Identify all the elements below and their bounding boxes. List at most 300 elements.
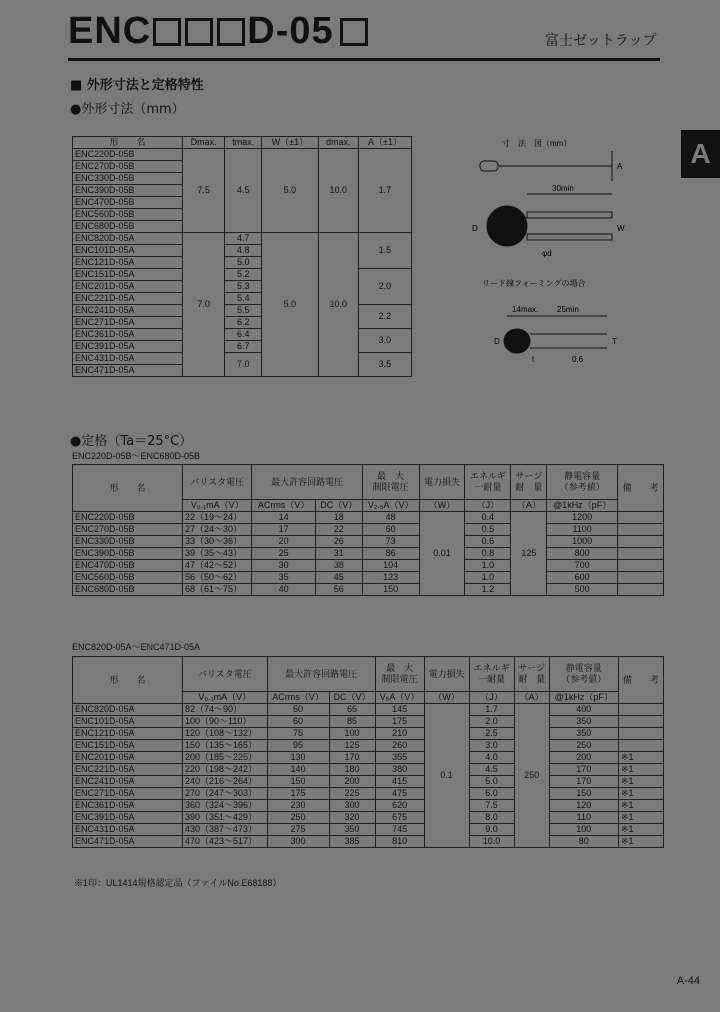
ta-h-model: 形 名 — [73, 657, 183, 704]
brand-name: 富士ゼットラップ — [545, 33, 657, 49]
capacitance-cell: 350 — [549, 716, 618, 728]
capacitance-cell: 350 — [549, 728, 618, 740]
note-cell — [618, 536, 664, 548]
dim-value-A: 2.2 — [358, 305, 411, 329]
energy-cell: 0.6 — [465, 536, 511, 548]
header-rule — [68, 58, 660, 61]
note-cell — [618, 728, 663, 740]
energy-cell: 2.0 — [469, 716, 514, 728]
energy-cell: 1.0 — [465, 560, 511, 572]
capacitance-cell: 110 — [549, 812, 618, 824]
note-cell — [618, 548, 664, 560]
energy-cell: 1.7 — [469, 704, 514, 716]
acrms-cell: 130 — [267, 752, 329, 764]
energy-cell: 5.0 — [469, 776, 514, 788]
table-row — [73, 548, 664, 560]
capacitance-cell: 200 — [549, 752, 618, 764]
title-box-2 — [185, 18, 213, 46]
ta-u-acrms: ACrms（V） — [267, 692, 329, 704]
acrms-cell: 40 — [252, 584, 315, 596]
dc-cell: 320 — [329, 812, 375, 824]
note-cell: ※1 — [618, 824, 663, 836]
model-cell: ENC201D-05A — [73, 752, 183, 764]
varistor-voltage-cell: 39（35～43） — [183, 548, 252, 560]
note-cell: ※1 — [618, 800, 663, 812]
acrms-cell: 140 — [267, 764, 329, 776]
varistor-voltage-cell: 47（42～52） — [183, 560, 252, 572]
ta-u-dc: DC（V） — [329, 692, 375, 704]
clamp-voltage-cell: 380 — [375, 764, 424, 776]
surge-cell: 125 — [511, 512, 547, 596]
model-cell: ENC470D-05B — [73, 560, 183, 572]
dim-model-cell: ENC470D-05B — [73, 197, 183, 209]
acrms-cell: 150 — [267, 776, 329, 788]
capacitance-cell: 500 — [547, 584, 618, 596]
acrms-cell: 60 — [267, 716, 329, 728]
dim-value-A: 3.0 — [358, 329, 411, 353]
dim-header-row — [73, 137, 412, 149]
tb-u-varistor: V₀.₁mA（V） — [183, 500, 252, 512]
dc-cell: 31 — [315, 548, 362, 560]
ta-u-power: （W） — [424, 692, 469, 704]
clamp-voltage-cell: 73 — [362, 536, 419, 548]
capacitance-cell: 1100 — [547, 524, 618, 536]
ratings-table-b — [72, 464, 664, 596]
clamp-voltage-cell: 415 — [375, 776, 424, 788]
model-cell: ENC220D-05B — [73, 512, 183, 524]
acrms-cell: 75 — [267, 728, 329, 740]
clamp-voltage-cell: 123 — [362, 572, 419, 584]
energy-cell: 0.5 — [465, 524, 511, 536]
table-b-caption: ENC220D-05B～ENC680D-05B — [72, 451, 201, 461]
varistor-voltage-cell: 470（423～517） — [183, 836, 268, 848]
dim-h-d: dmax. — [318, 137, 358, 149]
capacitance-cell: 1000 — [547, 536, 618, 548]
dim-value-W: 5.0 — [262, 149, 319, 233]
page-title — [68, 10, 370, 53]
ta-u-varistor: V₀.₁mA（V） — [183, 692, 268, 704]
dim-model-cell: ENC330D-05B — [73, 173, 183, 185]
capacitance-cell: 700 — [547, 560, 618, 572]
capacitance-cell: 120 — [549, 800, 618, 812]
ta-u-energy: （J） — [469, 692, 514, 704]
dc-cell: 200 — [329, 776, 375, 788]
model-cell: ENC820D-05A — [73, 704, 183, 716]
label-D-2: D — [494, 337, 500, 346]
energy-cell: 7.5 — [469, 800, 514, 812]
dim-model-cell: ENC560D-05B — [73, 209, 183, 221]
section-2-title: ●定格（Ta＝25°C） — [70, 434, 193, 449]
tb-h-note: 備 考 — [618, 465, 664, 512]
note-cell — [618, 740, 663, 752]
ta-h-power: 電力損失 — [424, 657, 469, 692]
tb-h-maxv: 最大許容回路電圧 — [252, 465, 362, 500]
ta-h-varistor: バリスタ電圧 — [183, 657, 268, 692]
dim-value-D: 7.0 — [183, 233, 225, 377]
model-cell: ENC271D-05A — [73, 788, 183, 800]
table-row — [73, 704, 664, 716]
ta-h-energy: エネルギ 一耐量 — [469, 657, 514, 692]
acrms-cell: 50 — [267, 704, 329, 716]
varistor-voltage-cell: 22（19～24） — [183, 512, 252, 524]
dim-value-A: 3.5 — [358, 353, 411, 377]
model-cell: ENC560D-05B — [73, 572, 183, 584]
dim-model-cell: ENC220D-05B — [73, 149, 183, 161]
acrms-cell: 300 — [267, 836, 329, 848]
dc-cell: 385 — [329, 836, 375, 848]
dim-row — [73, 149, 412, 161]
varistor-voltage-cell: 430（387～473） — [183, 824, 268, 836]
dim-model-cell: ENC151D-05A — [73, 269, 183, 281]
dim-model-cell: ENC361D-05A — [73, 329, 183, 341]
dim-value-A: 2.0 — [358, 269, 411, 305]
dc-cell: 125 — [329, 740, 375, 752]
acrms-cell: 230 — [267, 800, 329, 812]
dimension-drawing — [432, 136, 632, 366]
varistor-voltage-cell: 68（61～75） — [183, 584, 252, 596]
label-W: W — [617, 224, 625, 233]
dim-model-cell: ENC431D-05A — [73, 353, 183, 365]
note-cell — [618, 572, 664, 584]
varistor-voltage-cell: 220（198～242） — [183, 764, 268, 776]
acrms-cell: 175 — [267, 788, 329, 800]
clamp-voltage-cell: 475 — [375, 788, 424, 800]
lead-wire-1 — [527, 212, 612, 218]
clamp-voltage-cell: 745 — [375, 824, 424, 836]
dim-row — [73, 353, 412, 365]
note-cell — [618, 512, 664, 524]
table-row — [73, 524, 664, 536]
dim-value-t: 4.5 — [225, 149, 262, 233]
tb-u-energy: （J） — [465, 500, 511, 512]
varistor-voltage-cell: 270（247～303） — [183, 788, 268, 800]
title-box-4 — [340, 18, 368, 46]
acrms-cell: 35 — [252, 572, 315, 584]
energy-cell: 1.2 — [465, 584, 511, 596]
section-1-subtitle: ●外形寸法（mm） — [70, 102, 185, 117]
dim-value-A: 1.5 — [358, 233, 411, 269]
tb-u-clamp: V₂.₅A（V） — [362, 500, 419, 512]
label-A: A — [617, 162, 623, 171]
lead-wire-2 — [527, 234, 612, 240]
table-row — [73, 572, 664, 584]
dim-model-cell: ENC270D-05B — [73, 161, 183, 173]
surge-cell: 250 — [514, 704, 549, 848]
title-box-1 — [153, 18, 181, 46]
ta-u-clamp: V₅A（V） — [375, 692, 424, 704]
note-cell — [618, 716, 663, 728]
dim-value-t: 5.4 — [225, 293, 262, 305]
power-cell: 0.01 — [419, 512, 465, 596]
clamp-voltage-cell: 675 — [375, 812, 424, 824]
dim-value-W: 5.0 — [262, 233, 319, 377]
clamp-voltage-cell: 145 — [375, 704, 424, 716]
model-cell: ENC431D-05A — [73, 824, 183, 836]
varistor-voltage-cell: 360（324～396） — [183, 800, 268, 812]
varistor-voltage-cell: 120（108～132） — [183, 728, 268, 740]
label-14max: 14max. — [512, 305, 539, 314]
capacitance-cell: 600 — [547, 572, 618, 584]
table-a-caption: ENC820D-05A～ENC471D-05A — [72, 642, 201, 652]
clamp-voltage-cell: 86 — [362, 548, 419, 560]
energy-cell: 0.4 — [465, 512, 511, 524]
note-cell — [618, 584, 664, 596]
dc-cell: 22 — [315, 524, 362, 536]
tb-h-surge: サージ 耐 量 — [511, 465, 547, 500]
capacitance-cell: 400 — [549, 704, 618, 716]
dim-h-A: A（±1） — [358, 137, 411, 149]
acrms-cell: 17 — [252, 524, 315, 536]
dc-cell: 170 — [329, 752, 375, 764]
capacitance-cell: 1200 — [547, 512, 618, 524]
clamp-voltage-cell: 620 — [375, 800, 424, 812]
acrms-cell: 95 — [267, 740, 329, 752]
clamp-voltage-cell: 150 — [362, 584, 419, 596]
tb-u-power: （W） — [419, 500, 465, 512]
ta-u-surge: （A） — [514, 692, 549, 704]
dim-value-t: 4.8 — [225, 245, 262, 257]
energy-cell: 6.0 — [469, 788, 514, 800]
dim-model-cell: ENC271D-05A — [73, 317, 183, 329]
table-row — [73, 512, 664, 524]
tb-h-clamp: 最 大 制限電圧 — [362, 465, 419, 500]
ratings-table-a — [72, 656, 664, 848]
dim-model-cell: ENC391D-05A — [73, 341, 183, 353]
tb-h-varistor: バリスタ電圧 — [183, 465, 252, 500]
model-cell: ENC101D-05A — [73, 716, 183, 728]
varistor-voltage-cell: 150（135～165） — [183, 740, 268, 752]
varistor-voltage-cell: 33（30～36） — [183, 536, 252, 548]
varistor-voltage-cell: 56（50～62） — [183, 572, 252, 584]
dim-model-cell: ENC471D-05A — [73, 365, 183, 377]
dim-h-t: tmax. — [225, 137, 262, 149]
capacitance-cell: 170 — [549, 764, 618, 776]
dim-model-cell: ENC101D-05A — [73, 245, 183, 257]
table-row — [73, 536, 664, 548]
dc-cell: 225 — [329, 788, 375, 800]
dc-cell: 18 — [315, 512, 362, 524]
capacitance-cell: 170 — [549, 776, 618, 788]
dim-h-W: W（±1） — [262, 137, 319, 149]
clamp-voltage-cell: 260 — [375, 740, 424, 752]
varistor-voltage-cell: 27（24～30） — [183, 524, 252, 536]
energy-cell: 8.0 — [469, 812, 514, 824]
energy-cell: 4.5 — [469, 764, 514, 776]
capacitance-cell: 250 — [549, 740, 618, 752]
dc-cell: 300 — [329, 800, 375, 812]
ta-u-cap: @1kHz（pF） — [549, 692, 618, 704]
table-row — [73, 716, 664, 728]
model-cell: ENC361D-05A — [73, 800, 183, 812]
dim-h-model: 形 名 — [73, 137, 183, 149]
ta-h-maxv: 最大許容回路電圧 — [267, 657, 375, 692]
clamp-voltage-cell: 210 — [375, 728, 424, 740]
tb-u-cap: @1kHz（pF） — [547, 500, 618, 512]
dim-model-cell: ENC241D-05A — [73, 305, 183, 317]
dc-cell: 100 — [329, 728, 375, 740]
table-row — [73, 764, 664, 776]
tb-u-surge: （A） — [511, 500, 547, 512]
dc-cell: 38 — [315, 560, 362, 572]
dim-value-D: 7.5 — [183, 149, 225, 233]
capacitance-cell: 150 — [549, 788, 618, 800]
title-prefix: ENC — [68, 10, 152, 52]
label-06: 0.6 — [572, 355, 584, 364]
dc-cell: 180 — [329, 764, 375, 776]
dim-row — [73, 329, 412, 341]
clamp-voltage-cell: 355 — [375, 752, 424, 764]
dim-value-t: 4.7 — [225, 233, 262, 245]
dim-value-A: 1.7 — [358, 149, 411, 233]
table-row — [73, 740, 664, 752]
model-cell: ENC121D-05A — [73, 728, 183, 740]
clamp-voltage-cell: 104 — [362, 560, 419, 572]
acrms-cell: 20 — [252, 536, 315, 548]
table-row — [73, 584, 664, 596]
label-D: D — [472, 224, 478, 233]
table-row — [73, 800, 664, 812]
capacitance-cell: 100 — [549, 824, 618, 836]
ta-h-clamp: 最 大 制限電圧 — [375, 657, 424, 692]
title-suffix: D-05 — [247, 10, 334, 52]
dim-model-cell: ENC121D-05A — [73, 257, 183, 269]
table-row — [73, 812, 664, 824]
model-cell: ENC390D-05B — [73, 548, 183, 560]
section-1-title: ■ 外形寸法と定格特性 — [70, 78, 204, 93]
power-cell: 0.1 — [424, 704, 469, 848]
dim-row — [73, 233, 412, 245]
model-cell: ENC270D-05B — [73, 524, 183, 536]
note-cell: ※1 — [618, 812, 663, 824]
dim-value-d: 10.0 — [318, 149, 358, 233]
tb-h-power: 電力損失 — [419, 465, 465, 500]
energy-cell: 4.0 — [469, 752, 514, 764]
dim-row — [73, 269, 412, 281]
ta-h-note: 備 考 — [618, 657, 663, 704]
note-cell: ※1 — [618, 776, 663, 788]
dim-value-t: 7.0 — [225, 353, 262, 377]
page-number: A-44 — [676, 975, 700, 987]
dimension-table — [72, 136, 412, 377]
disc-side-view — [480, 161, 498, 171]
label-25min: 25min — [557, 305, 579, 314]
note-cell: ※1 — [618, 752, 663, 764]
table-row — [73, 788, 664, 800]
label-30min: 30min — [552, 184, 574, 193]
model-cell: ENC221D-05A — [73, 764, 183, 776]
acrms-cell: 14 — [252, 512, 315, 524]
varistor-voltage-cell: 82（74～90） — [183, 704, 268, 716]
dim-value-t: 5.5 — [225, 305, 262, 317]
varistor-voltage-cell: 240（216～264） — [183, 776, 268, 788]
model-cell: ENC151D-05A — [73, 740, 183, 752]
table-row — [73, 824, 664, 836]
dim-h-D: Dmax. — [183, 137, 225, 149]
model-cell: ENC391D-05A — [73, 812, 183, 824]
dim-value-t: 5.3 — [225, 281, 262, 293]
dc-cell: 45 — [315, 572, 362, 584]
clamp-voltage-cell: 48 — [362, 512, 419, 524]
footnote: ※1印：UL1414規格認定品（ファイルNo.E68188） — [74, 878, 282, 888]
dc-cell: 65 — [329, 704, 375, 716]
formed-disc — [504, 329, 530, 353]
dim-model-cell: ENC221D-05A — [73, 293, 183, 305]
note-cell — [618, 524, 664, 536]
tb-h-cap: 静電容量 （参考値） — [547, 465, 618, 500]
capacitance-cell: 800 — [547, 548, 618, 560]
tb-u-dc: DC（V） — [315, 500, 362, 512]
dim-value-t: 5.2 — [225, 269, 262, 281]
model-cell: ENC471D-05A — [73, 836, 183, 848]
note-cell: ※1 — [618, 764, 663, 776]
energy-cell: 1.0 — [465, 572, 511, 584]
dim-model-cell: ENC390D-05B — [73, 185, 183, 197]
dim-value-t: 6.7 — [225, 341, 262, 353]
label-t: t — [532, 355, 535, 364]
dim-model-cell: ENC201D-05A — [73, 281, 183, 293]
note-cell: ※1 — [618, 836, 663, 848]
note-cell — [618, 704, 663, 716]
energy-cell: 10.0 — [469, 836, 514, 848]
title-box-3 — [217, 18, 245, 46]
acrms-cell: 275 — [267, 824, 329, 836]
dim-model-cell: ENC680D-05B — [73, 221, 183, 233]
table-row — [73, 728, 664, 740]
label-T: T — [612, 337, 617, 346]
tb-h-model: 形 名 — [73, 465, 183, 512]
dim-value-d: 10.0 — [318, 233, 358, 377]
drawing-title: 寸 法 図（mm） — [502, 139, 572, 148]
acrms-cell: 250 — [267, 812, 329, 824]
acrms-cell: 25 — [252, 548, 315, 560]
note-cell — [618, 560, 664, 572]
clamp-voltage-cell: 810 — [375, 836, 424, 848]
varistor-voltage-cell: 100（90～110） — [183, 716, 268, 728]
capacitance-cell: 80 — [549, 836, 618, 848]
ta-h-surge: サージ 耐 量 — [514, 657, 549, 692]
label-d: φd — [542, 249, 552, 258]
dim-value-t: 6.2 — [225, 317, 262, 329]
model-cell: ENC241D-05A — [73, 776, 183, 788]
disc-front-view — [487, 206, 527, 246]
tb-h-energy: エネルギ 一耐量 — [465, 465, 511, 500]
dim-value-t: 5.0 — [225, 257, 262, 269]
energy-cell: 3.0 — [469, 740, 514, 752]
side-tab: A — [681, 130, 720, 178]
table-row — [73, 776, 664, 788]
dim-model-cell: ENC820D-05A — [73, 233, 183, 245]
table-row — [73, 752, 664, 764]
energy-cell: 2.5 — [469, 728, 514, 740]
ta-h-cap: 静電容量 （参考値） — [549, 657, 618, 692]
note-cell: ※1 — [618, 788, 663, 800]
dc-cell: 350 — [329, 824, 375, 836]
clamp-voltage-cell: 175 — [375, 716, 424, 728]
acrms-cell: 30 — [252, 560, 315, 572]
dim-row — [73, 305, 412, 317]
varistor-voltage-cell: 200（185～225） — [183, 752, 268, 764]
dc-cell: 85 — [329, 716, 375, 728]
dim-value-t: 6.4 — [225, 329, 262, 341]
energy-cell: 0.8 — [465, 548, 511, 560]
model-cell: ENC680D-05B — [73, 584, 183, 596]
dc-cell: 56 — [315, 584, 362, 596]
dc-cell: 26 — [315, 536, 362, 548]
table-row — [73, 560, 664, 572]
table-row — [73, 836, 664, 848]
label-lead-forming: リード線フォーミングの場合 — [482, 279, 586, 288]
tb-u-acrms: ACrms（V） — [252, 500, 315, 512]
